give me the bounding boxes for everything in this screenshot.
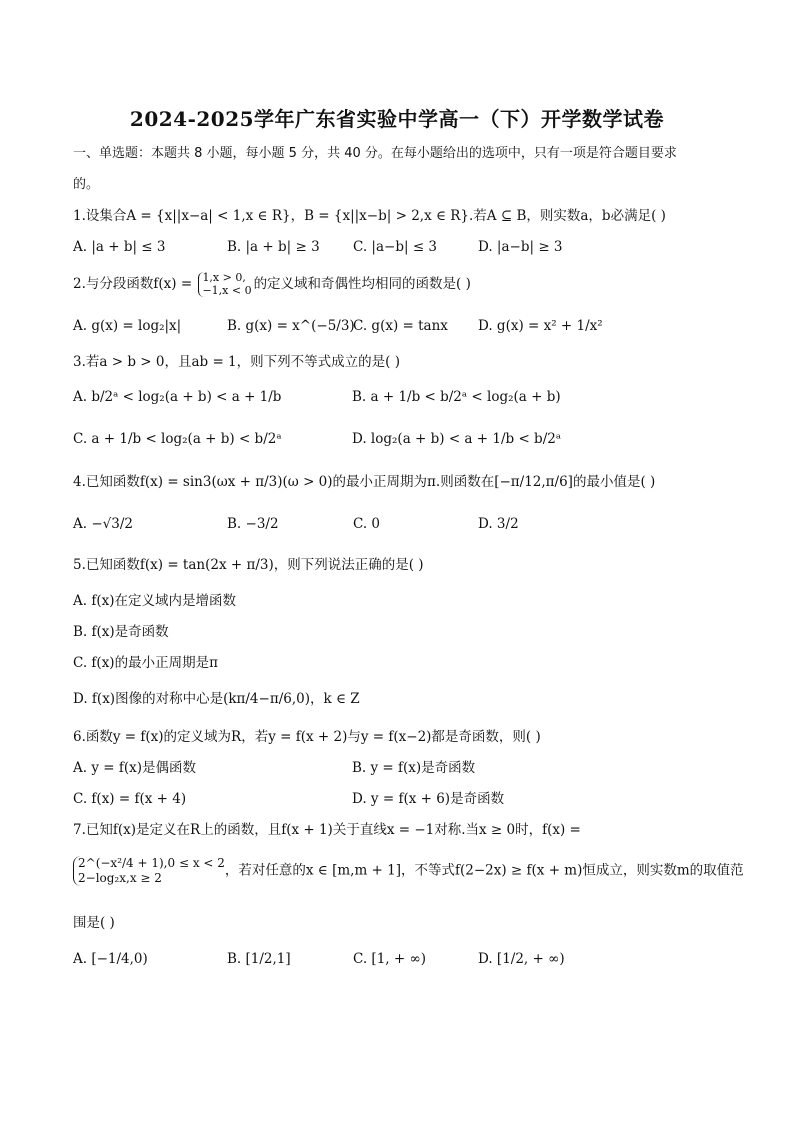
- question-6: [73, 729, 541, 747]
- question-stem-suffix: 的定义域和奇偶性均相同的函数是( ): [253, 276, 471, 293]
- q6-option-a: A. y = f(x)是偶函数: [73, 760, 196, 776]
- q4-option-a: A. −√3/2: [73, 516, 133, 532]
- question-number: 5.: [73, 557, 86, 573]
- question-4: [73, 474, 655, 492]
- question-stem: 函数y = f(x)的定义域为R，若y = f(x + 2)与y = f(x−2)都是奇函数，则( ): [85, 729, 541, 745]
- q3-option-b: B. a + 1/b < b/2ᵃ < log₂(a + b): [352, 389, 561, 405]
- q1-option-c: C. |a−b| ≤ 3: [353, 239, 438, 255]
- q3-option-d: D. log₂(a + b) < a + 1/b < b/2ᵃ: [352, 431, 562, 447]
- q4-option-c: C. 0: [353, 516, 381, 532]
- q1-option-b: B. |a + b| ≥ 3: [227, 239, 320, 255]
- q3-option-a: A. b/2ᵃ < log₂(a + b) < a + 1/b: [73, 389, 282, 405]
- q2-option-c: C. g(x) = tanx: [353, 318, 448, 334]
- q5-option-d: D. f(x)图像的对称中心是(kπ/4−π/6,0)，k ∈ Z: [73, 691, 360, 707]
- question-7: [73, 822, 581, 840]
- piece-2: 2−log₂x,x ≥ 2: [78, 871, 162, 885]
- section-header-line2: 的。: [73, 177, 100, 192]
- q6-option-c: C. f(x) = f(x + 4): [73, 791, 187, 807]
- q7-option-d: D. [1/2, + ∞): [478, 951, 565, 967]
- exam-title: 2024-2025学年广东省实验中学高一（下）开学数学试卷: [129, 107, 665, 131]
- q1-option-d: D. |a−b| ≥ 3: [478, 239, 563, 255]
- question-7-line2: [73, 856, 744, 886]
- piecewise-brace: [73, 856, 225, 886]
- question-3: [73, 354, 400, 372]
- q1-option-a: A. |a + b| ≤ 3: [73, 239, 166, 255]
- piece-2: −1,x < 0: [202, 283, 252, 297]
- question-2: [73, 272, 471, 297]
- question-1: [73, 208, 666, 226]
- q3-option-c: C. a + 1/b < log₂(a + b) < b/2ᵃ: [73, 431, 282, 447]
- question-number: 6.: [73, 729, 86, 745]
- piecewise-brace: [198, 272, 251, 297]
- q7-option-b: B. [1/2,1]: [227, 951, 291, 967]
- q7-option-c: C. [1, + ∞): [353, 951, 426, 967]
- q5-option-a: A. f(x)在定义域内是增函数: [73, 593, 236, 609]
- q7-option-a: A. [−1/4,0): [73, 951, 148, 967]
- q4-option-d: D. 3/2: [478, 516, 519, 532]
- question-stem-prefix: 与分段函数f(x) =: [85, 276, 197, 293]
- q6-option-b: B. y = f(x)是奇函数: [352, 760, 476, 776]
- q2-option-a: A. g(x) = log₂|x|: [73, 318, 182, 334]
- question-stem-line1: 已知f(x)是定义在R上的函数，且f(x + 1)关于直线x = −1对称.当x ≥ 0时，f(x) =: [85, 822, 581, 838]
- q5-option-c: C. f(x)的最小正周期是π: [73, 655, 218, 671]
- question-number: 4.: [73, 474, 86, 490]
- question-stem: 若a > b > 0，且ab = 1，则下列不等式成立的是( ): [85, 354, 400, 370]
- piece-1: 2^(−x²/4 + 1),0 ≤ x < 2: [78, 856, 225, 870]
- question-5: [73, 557, 424, 575]
- section-header-line1: 一、单选题：本题共 8 小题，每小题 5 分，共 40 分。在每小题给出的选项中，只有一项是符合题目要求: [73, 146, 677, 161]
- question-stem: 已知函数f(x) = tan(2x + π/3)，则下列说法正确的是( ): [85, 557, 424, 573]
- question-number: 1.: [73, 208, 86, 224]
- piece-1: 1,x > 0,: [202, 271, 246, 284]
- q5-option-b: B. f(x)是奇函数: [73, 624, 169, 640]
- question-stem-line2: ，若对任意的x ∈ [m,m + 1]，不等式f(2−2x) ≥ f(x + m)恒成立，则实数m的取值范: [224, 862, 744, 879]
- q6-option-d: D. y = f(x + 6)是奇函数: [352, 791, 505, 807]
- question-stem: 设集合A = {x||x−a| < 1,x ∈ R}，B = {x||x−b| > 2,x ∈ R}.若A ⊆ B，则实数a，b必满足( ): [85, 208, 666, 224]
- question-7-line3: 围是( ): [73, 915, 115, 931]
- question-number: 7.: [73, 822, 86, 838]
- q2-option-b: B. g(x) = x^(−5/3): [227, 318, 355, 334]
- q4-option-b: B. −3/2: [227, 516, 279, 532]
- question-number: 3.: [73, 354, 86, 370]
- question-number: 2.: [73, 276, 86, 293]
- q2-option-d: D. g(x) = x² + 1/x²: [478, 318, 603, 334]
- question-stem: 已知函数f(x) = sin3(ωx + π/3)(ω > 0)的最小正周期为π.则函数在[−π/12,π/6]的最小值是( ): [85, 474, 656, 490]
